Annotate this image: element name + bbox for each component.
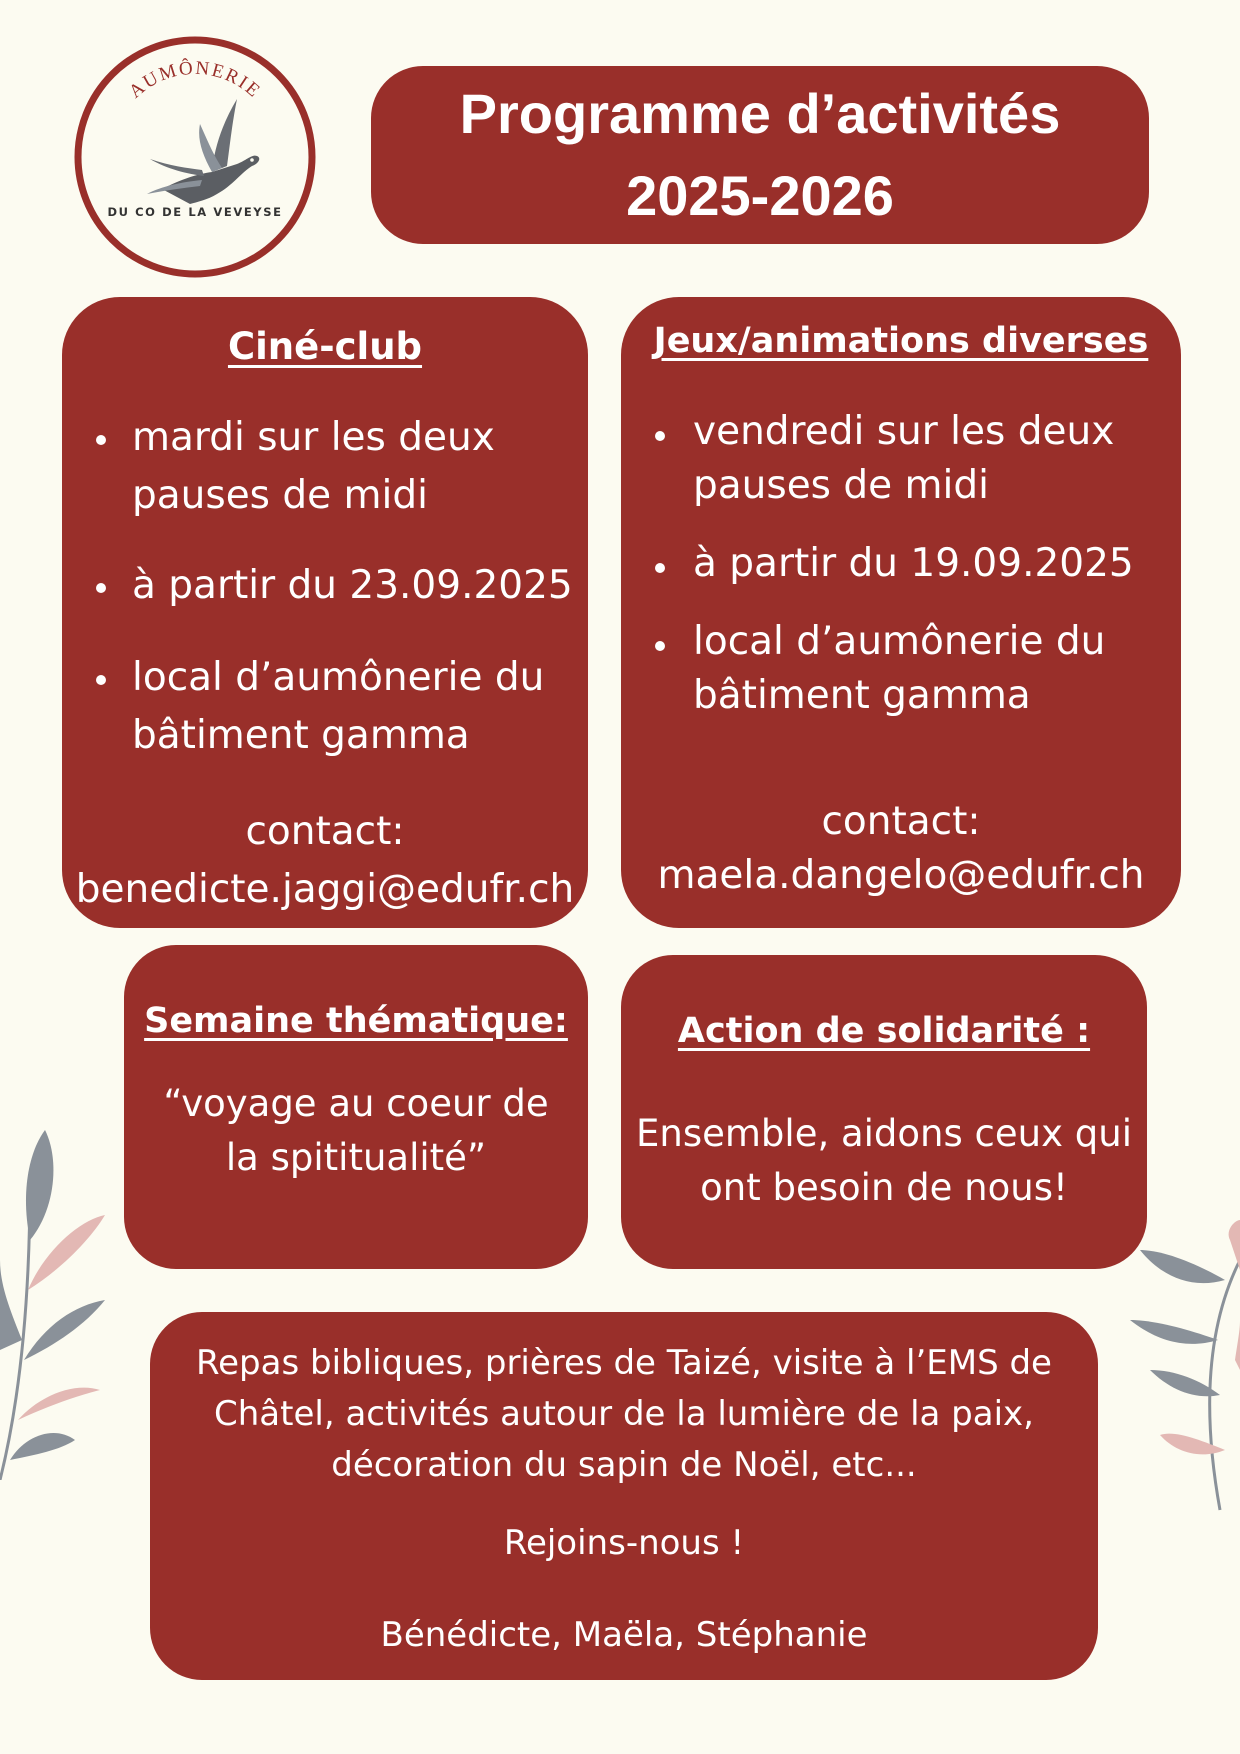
logo-top-text: AUMÔNERIE <box>125 57 266 103</box>
activities-text: Repas bibliques, prières de Taizé, visite à l’EMS de Châtel, activités autour de la lumière de la paix, décoration du sapin de Noël, etc... <box>196 1343 1052 1485</box>
solidarite-title: Action de solidarité : <box>677 1011 1091 1051</box>
cine-club-title: Ciné-club <box>227 325 423 368</box>
signature: Bénédicte, Maëla, Stéphanie <box>380 1615 868 1655</box>
semaine-card <box>124 945 588 1269</box>
list-item: local d’aumônerie du bâtiment gamma <box>62 649 588 765</box>
cine-club-card <box>62 297 588 928</box>
call-to-action: Rejoins-nous ! <box>503 1523 745 1563</box>
title-banner <box>371 66 1149 244</box>
leaf-branch-icon <box>1130 1220 1240 1520</box>
logo-bottom-text: DU CO DE LA VEVEYSE <box>107 205 283 219</box>
semaine-text: “voyage au coeur de la spititualité” <box>163 1082 549 1179</box>
contact-label: contact: <box>245 809 405 854</box>
title-line-1: Programme d’activités <box>459 82 1061 145</box>
title-line-2: 2025-2026 <box>626 164 894 227</box>
solidarite-text: Ensemble, aidons ceux qui ont besoin de nous! <box>636 1112 1132 1209</box>
logo <box>72 34 318 280</box>
semaine-title: Semaine thématique: <box>144 1001 568 1041</box>
jeux-card <box>621 297 1181 928</box>
leaf-branch-icon <box>0 1120 120 1480</box>
contact <box>621 795 1181 903</box>
contact-label: contact: <box>821 799 981 844</box>
list-item: local d’aumônerie du bâtiment gamma <box>621 615 1181 723</box>
activities-card <box>150 1312 1098 1680</box>
contact-email: maela.dangelo@edufr.ch <box>657 853 1145 898</box>
list-item: à partir du 23.09.2025 <box>62 557 588 615</box>
list-item: vendredi sur les deux pauses de midi <box>621 405 1181 513</box>
jeux-title: Jeux/animations diverses <box>653 321 1149 361</box>
page-title <box>460 73 1061 237</box>
list-item: à partir du 19.09.2025 <box>621 537 1181 591</box>
list-item: mardi sur les deux pauses de midi <box>62 409 588 525</box>
solidarite-card <box>621 955 1147 1269</box>
contact-email: benedicte.jaggi@edufr.ch <box>75 867 575 912</box>
jeux-list <box>621 405 1181 723</box>
contact <box>62 803 588 919</box>
cine-club-list <box>62 409 588 765</box>
